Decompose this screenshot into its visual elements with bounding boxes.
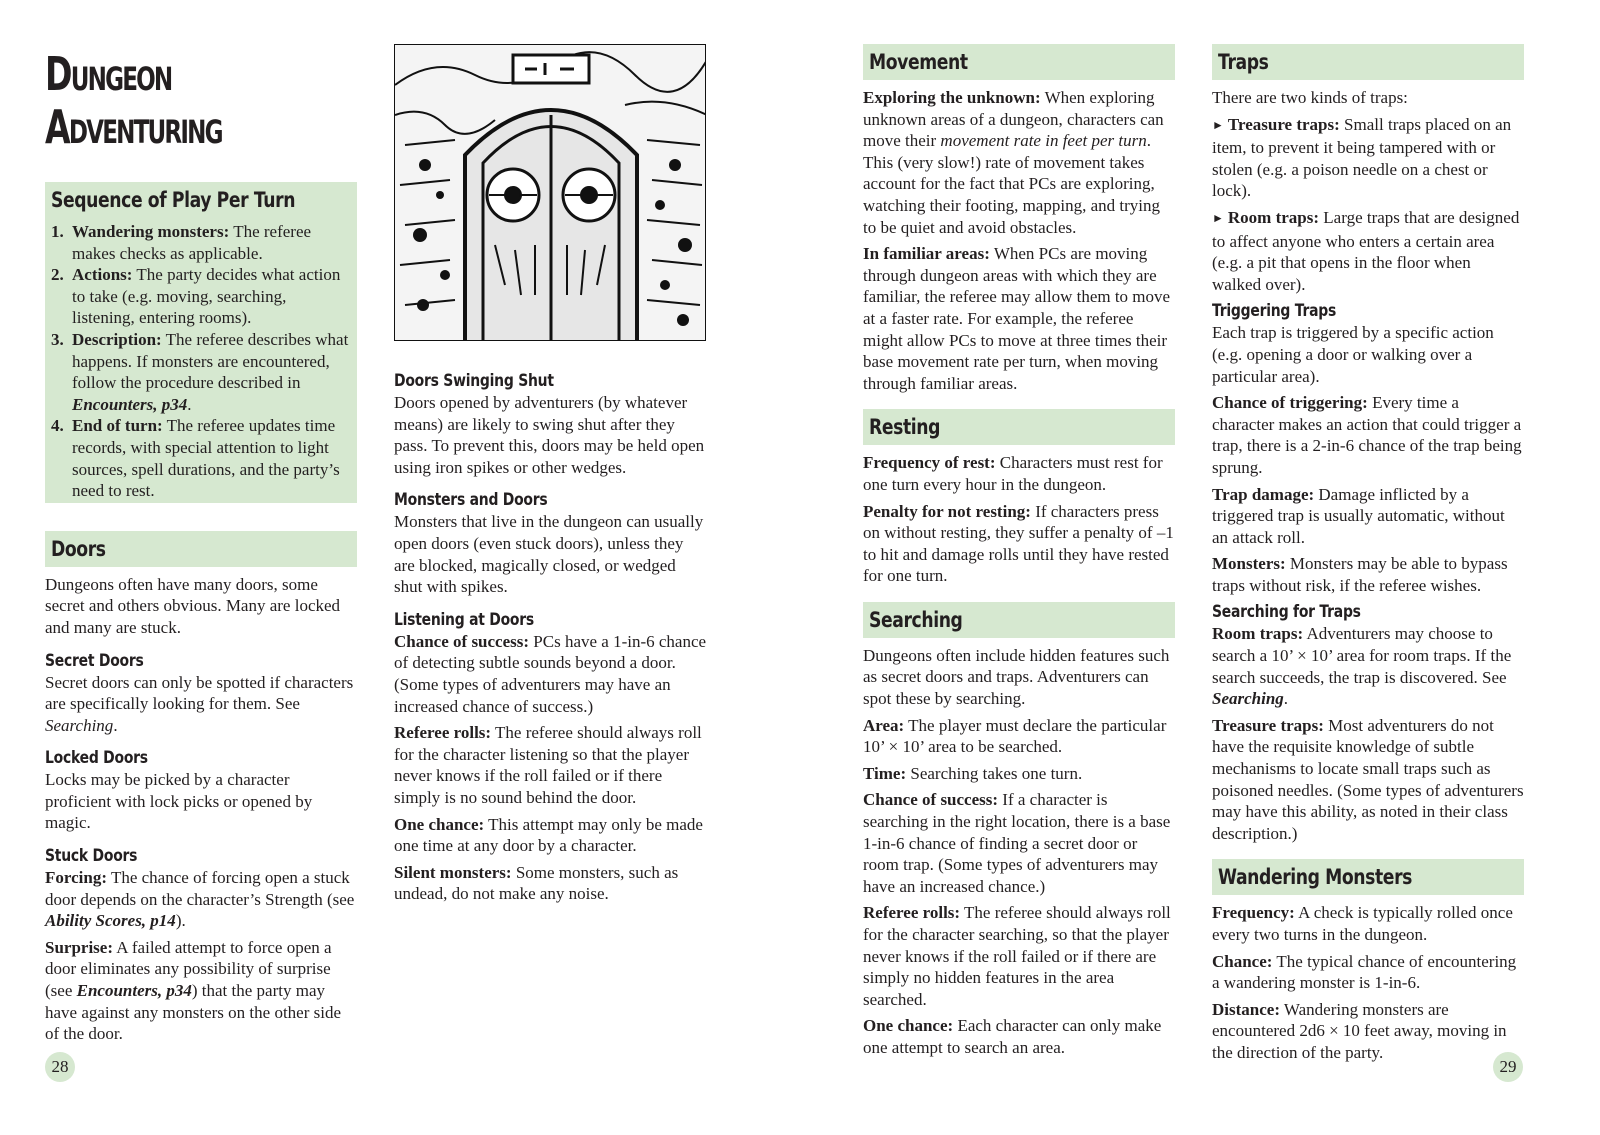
listening-silent-term: Silent monsters: — [394, 862, 512, 882]
wandering-frequency — [1212, 902, 1524, 945]
wandering-frequency-text: A check is typically rolled once every two turns in the dungeon. — [1212, 903, 1513, 944]
listening-heading-text: Listening at Doors — [394, 609, 534, 630]
triggering-traps-heading — [1212, 301, 1524, 322]
resting-heading-text: Resting — [869, 415, 941, 440]
title-line-2: Adventuring — [45, 100, 222, 154]
movement-familiar-term: In familiar areas: — [863, 244, 990, 264]
listening-silent-text: Some monsters, such as undead, do not make any noise. — [394, 862, 679, 904]
trap-monsters — [1212, 553, 1524, 596]
searching-chance-text: If a character is searching in the right location, there is a base 1-in-6 chance of finding a secret door or room trap. (Some types of adventurers may have an increased chance.) — [863, 790, 1171, 896]
searching-area-term: Area: — [863, 715, 905, 735]
movement-explore-emphasis: movement rate in feet per turn — [940, 131, 1147, 151]
searching-for-traps-heading-text: Searching for Traps — [1212, 602, 1361, 623]
sequence-item — [51, 415, 351, 501]
page-number-left: 28 — [45, 1052, 75, 1082]
wandering-distance — [1212, 999, 1524, 1064]
sequence-number: 3. — [51, 329, 64, 349]
treasure-trap-search — [1212, 715, 1524, 845]
triggering-traps-heading-text: Triggering Traps — [1212, 301, 1337, 322]
doors-swinging-heading-text: Doors Swinging Shut — [394, 371, 554, 391]
searching-one-text: Each character can only make one attempt to search an area. — [863, 1016, 1162, 1057]
sequence-item — [51, 264, 351, 329]
sequence-item — [51, 221, 351, 264]
resting-frequency — [863, 452, 1175, 495]
cross-reference: Searching — [45, 715, 114, 735]
listening-heading — [394, 610, 707, 631]
forcing-term: Forcing: — [45, 868, 108, 888]
treasure-traps-text: Small traps placed on an item, to prevent it being tampered with or stolen (e.g. a poison needle on a chest or lock). — [1212, 114, 1512, 201]
movement-explore — [863, 87, 1175, 238]
doors-swinging-heading — [394, 371, 707, 392]
doors-heading-text: Doors — [51, 536, 106, 561]
sequence-text: The referee describes what happens. If monsters are encountered, follow the procedure described in — [72, 329, 349, 393]
forcing-paragraph — [45, 867, 357, 932]
searching-time-term: Time: — [863, 763, 907, 783]
listening-chance-term: Chance of success: — [394, 631, 530, 651]
monsters-doors-heading — [394, 490, 707, 511]
doors-swinging-text: Doors opened by adventurers (by whatever means) are likely to swing shut after they pass. To prevent this, doors may be held open using iron spikes or other wedges. — [394, 393, 705, 477]
dungeon-door-illustration — [394, 44, 706, 341]
secret-doors-text: Secret doors can only be spotted if characters are specifically looking for them. See — [45, 672, 354, 714]
movement-heading — [863, 44, 1175, 80]
triangle-bullet-icon: ► — [1212, 210, 1224, 225]
trap-damage-text: Damage inflicted by a triggered trap is usually automatic, without an attack roll. — [1212, 484, 1505, 547]
monsters-doors-heading-text: Monsters and Doors — [394, 490, 548, 511]
doors-heading — [45, 531, 357, 567]
sequence-heading-text: Sequence of Play Per Turn — [51, 188, 296, 212]
trap-damage — [1212, 484, 1524, 549]
room-traps-term: Room traps: — [1227, 207, 1320, 227]
triangle-bullet-icon: ► — [1212, 117, 1224, 132]
triggering-traps-text: Each trap is triggered by a specific action (e.g. opening a door or walking over a particular area). — [1212, 323, 1494, 386]
traps-heading — [1212, 44, 1524, 80]
secret-doors-paragraph — [45, 672, 357, 737]
searching-chance-term: Chance of success: — [863, 790, 999, 810]
right-page-column-2 — [1212, 44, 1524, 1069]
searching-intro: Dungeons often include hidden features such as secret doors and traps. Adventurers can spot these by searching. — [863, 645, 1170, 709]
secret-doors-heading-text: Secret Doors — [45, 650, 144, 671]
listening-one-text: This attempt may only be made one time at any door by a character. — [394, 814, 703, 856]
listening-referee-text: The referee should always roll for the character listening so that the player never knows if the roll failed or if there simply is no sound behind the door. — [394, 723, 702, 807]
listening-referee-term: Referee rolls: — [394, 723, 492, 743]
secret-doors-text-end: . — [113, 715, 118, 735]
wandering-frequency-term: Frequency: — [1212, 903, 1295, 923]
forcing-text-end: ). — [175, 911, 186, 931]
sequence-heading — [51, 182, 351, 218]
sequence-text-end: . — [187, 394, 192, 414]
resting-penalty — [863, 501, 1175, 587]
resting-heading — [863, 409, 1175, 445]
surprise-text: A failed attempt to force open a door eliminates any possibility of surprise (see — [45, 937, 332, 1001]
trap-damage-term: Trap damage: — [1212, 484, 1315, 504]
doors-intro: Dungeons often have many doors, some secret and others obvious. Many are locked and many are stuck. — [45, 574, 341, 637]
title-line-1: Dungeon — [45, 47, 172, 101]
wandering-distance-text: Wandering monsters are encountered 2d6 × 10 feet away, moving in the direction of the party. — [1212, 999, 1507, 1062]
sequence-number: 4. — [51, 416, 64, 436]
traps-intro: There are two kinds of traps: — [1212, 88, 1408, 107]
movement-familiar — [863, 243, 1175, 394]
traps-heading-text: Traps — [1218, 50, 1269, 74]
dungeon-door-drawing — [395, 45, 706, 341]
searching-chance — [863, 789, 1175, 897]
stuck-doors-heading-text: Stuck Doors — [45, 846, 138, 867]
cross-reference: Ability Scores, p14 — [45, 911, 176, 931]
sequence-of-play-box — [45, 182, 357, 503]
page-number-right: 29 — [1493, 1052, 1523, 1082]
searching-referee-term: Referee rolls: — [863, 903, 961, 923]
treasure-traps-term: Treasure traps: — [1227, 114, 1340, 134]
wandering-distance-term: Distance: — [1212, 999, 1280, 1019]
searching-referee-text: The referee should always roll for the character searching, so that the player never knows if the roll failed or if there are simply no hidden features in the area searched. — [863, 903, 1171, 1009]
trap-monsters-text: Monsters may be able to bypass traps without risk, if the referee wishes. — [1212, 554, 1508, 595]
right-page-column-1 — [863, 44, 1175, 1064]
cross-reference: Searching — [1212, 689, 1284, 709]
page-title — [45, 48, 270, 154]
movement-familiar-text: When PCs are moving through dungeon areas with which they are familiar, the referee may allow them to move at a faster rate. For example, the referee might allow PCs to move at three times their base movement rate per turn, when moving through familiar areas. — [863, 244, 1171, 393]
movement-heading-text: Movement — [869, 50, 968, 74]
monsters-doors-text: Monsters that live in the dungeon can usually open doors (even stuck doors), unless they are blocked, magically closed, or wedged shut with spikes. — [394, 512, 704, 597]
sequence-list — [51, 221, 351, 502]
room-traps-text: Large traps that are designed to affect anyone who enters a certain area (e.g. a pit that opens in the floor when walked over). — [1212, 207, 1520, 294]
room-trap-search-term: Room traps: — [1212, 624, 1304, 644]
listening-chance — [394, 631, 707, 717]
wandering-monsters-heading — [1212, 859, 1524, 895]
surprise-text-end: ) that the party may have against any monsters on the other side of the door. — [45, 981, 342, 1044]
listening-one-chance — [394, 814, 707, 857]
sequence-number: 2. — [51, 265, 64, 285]
room-trap-search-text: Adventurers may choose to search a 10’ × 10’ area for room traps. If the search succeeds, the trap is discovered. See — [1212, 624, 1512, 687]
searching-heading — [863, 602, 1175, 638]
searching-referee — [863, 902, 1175, 1010]
wandering-chance-text: The typical chance of encountering a wandering monster is 1-in-6. — [1212, 951, 1517, 993]
searching-one-term: One chance: — [863, 1016, 954, 1036]
locked-doors-heading-text: Locked Doors — [45, 748, 148, 769]
searching-area — [863, 715, 1175, 758]
movement-explore-text: When exploring unknown areas of a dungeon, characters can move their — [863, 88, 1164, 151]
resting-penalty-text: If characters press on without resting, they suffer a penalty of –1 to hit and damage rolls until they have rested for one turn. — [863, 501, 1174, 586]
chance-triggering — [1212, 392, 1524, 478]
resting-penalty-term: Penalty for not resting: — [863, 501, 1031, 521]
trap-monsters-term: Monsters: — [1212, 554, 1286, 574]
resting-frequency-term: Frequency of rest: — [863, 453, 996, 473]
searching-time-text: Searching takes one turn. — [906, 763, 1083, 783]
searching-for-traps-heading — [1212, 602, 1524, 623]
chance-triggering-term: Chance of triggering: — [1212, 393, 1368, 413]
left-page-column-1 — [45, 44, 357, 1050]
sequence-text: The party decides what action to take (e.g. moving, searching, listening, entering rooms). — [72, 265, 341, 328]
sequence-term: Wandering monsters: — [72, 222, 230, 241]
room-trap-search — [1212, 623, 1524, 709]
sequence-term: End of turn: — [72, 416, 163, 436]
searching-time — [863, 763, 1175, 785]
searching-heading-text: Searching — [869, 607, 963, 632]
room-trap-search-text-end: . — [1283, 689, 1289, 709]
surprise-paragraph — [45, 937, 357, 1045]
sequence-number: 1. — [51, 222, 64, 241]
chance-triggering-text: Every time a character makes an action that could trigger a trap, there is a 2-in-6 chance of the trap being sprung. — [1212, 393, 1522, 477]
surprise-term: Surprise: — [45, 937, 113, 957]
wandering-chance — [1212, 951, 1524, 994]
wandering-monsters-heading-text: Wandering Monsters — [1218, 865, 1412, 890]
stuck-doors-heading — [45, 846, 357, 867]
treasure-trap-search-text: Most adventurers do not have the requisite knowledge of subtle mechanisms to locate small traps such as poisoned needles. (Some types of adventurers may have this ability, as noted in their class description.) — [1212, 715, 1524, 843]
treasure-traps-bullet — [1212, 114, 1524, 202]
listening-chance-text: PCs have a 1-in-6 chance of detecting subtle sounds beyond a door. (Some types of adventurers may have an increased chance of success.) — [394, 631, 707, 716]
forcing-text: The chance of forcing open a stuck door depends on the character’s Strength (see — [45, 868, 355, 909]
sequence-item — [51, 329, 351, 415]
listening-silent — [394, 862, 707, 905]
movement-explore-term: Exploring the unknown: — [863, 88, 1041, 107]
cross-reference: Encounters, p34 — [76, 981, 192, 1001]
movement-explore-text-end: . This (very slow!) rate of movement takes account for the fact that PCs are exploring, watching their footing, mapping, and trying to be quiet and avoid obstacles. — [863, 131, 1160, 237]
resting-frequency-text: Characters must rest for one turn every hour in the dungeon. — [863, 453, 1163, 494]
locked-doors-heading — [45, 748, 357, 769]
sequence-term: Description: — [72, 329, 162, 349]
cross-reference: Encounters, p34 — [72, 394, 188, 414]
wandering-chance-term: Chance: — [1212, 951, 1273, 971]
locked-doors-text: Locks may be picked by a character proficient with lock picks or opened by magic. — [45, 770, 313, 833]
searching-one-chance — [863, 1015, 1175, 1058]
listening-one-term: One chance: — [394, 814, 485, 834]
sequence-text: The referee makes checks as applicable. — [72, 222, 312, 263]
treasure-trap-search-term: Treasure traps: — [1212, 715, 1324, 735]
secret-doors-heading — [45, 651, 357, 672]
searching-area-text: The player must declare the particular 10’ × 10’ area to be searched. — [863, 715, 1167, 757]
room-traps-bullet — [1212, 207, 1524, 295]
sequence-term: Actions: — [72, 265, 133, 285]
sequence-text: The referee updates time records, with special attention to light sources, spell durations, and the party’s need to rest. — [72, 416, 340, 501]
listening-referee — [394, 722, 707, 808]
left-page-column-2 — [394, 44, 707, 910]
